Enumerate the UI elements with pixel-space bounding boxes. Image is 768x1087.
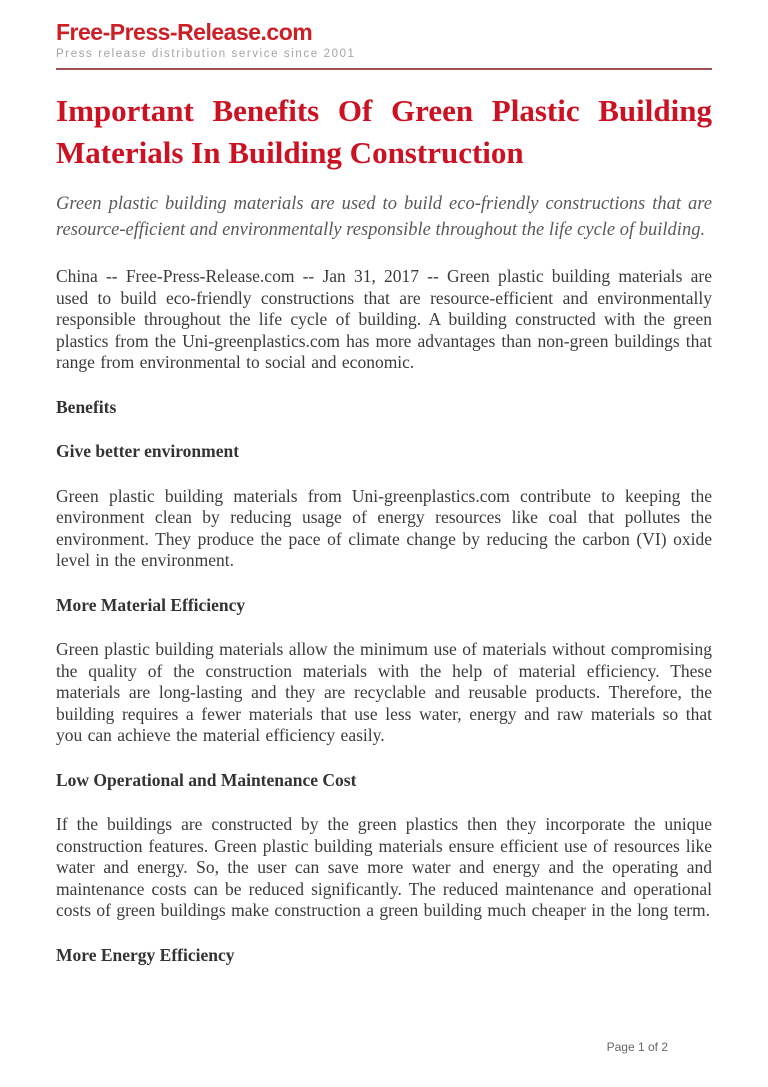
masthead-divider: [56, 68, 712, 70]
site-logo-text: Free-Press-Release.com: [56, 19, 313, 45]
section-paragraph-more-material-efficiency: Green plastic building materials allow the minimum use of materials without compromising the quality of the construction materials with the help of material efficiency. These materials are long-lasting and they are recyclable and reusable products. Therefore, the building requires a fewer materials that use less water, energy and raw materials so that you can achieve the material efficiency easily.: [56, 639, 712, 745]
intro-paragraph: China -- Free-Press-Release.com -- Jan 31, 2017 -- Green plastic building materials are used to build eco-friendly constructions that are resource-efficient and environmentally responsible throughout the life cycle of building. A building constructed with the green plastics from the Uni-greenplastics.com has more advantages than non-green buildings that range from environmental to social and economic.: [56, 266, 712, 372]
section-heading-more-material-efficiency: More Material Efficiency: [56, 594, 246, 615]
section-paragraph-give-better-environment: Green plastic building materials from Uni-greenplastics.com contribute to keeping the environment clean by reducing usage of energy resources like coal that pollutes the environment. They produce the pace of climate change by reducing the carbon (VI) oxide level in the environment.: [56, 485, 712, 570]
page-number: Page 1 of 2: [606, 1040, 668, 1054]
section-paragraph-low-operational-and-maintenance-cost: If the buildings are constructed by the green plastics then they incorporate the unique construction features. Green plastic building materials ensure efficient use of resources like water and energy. So, the user can save more water and energy and the operating and maintenance costs can be reduced significantly. The reduced maintenance and operational costs of green buildings make construction a green building much cheaper in the long term.: [56, 814, 712, 920]
section-heading-give-better-environment: Give better environment: [56, 441, 240, 461]
article-title: Important Benefits Of Green Plastic Building Materials In Building Construction: [56, 93, 712, 170]
site-tagline: Press release distribution service since 2001: [56, 48, 356, 60]
section-heading-more-energy-efficiency: More Energy Efficiency: [56, 944, 235, 965]
section-heading-benefits: Benefits: [56, 396, 117, 417]
masthead: [56, 20, 712, 70]
press-release-article: [56, 90, 712, 966]
article-subtitle: Green plastic building materials are used to build eco-friendly constructions that are resource-efficient and environmentally responsible throughout the life cycle of building.: [56, 194, 712, 240]
section-heading-low-operational-and-maintenance-cost: Low Operational and Maintenance Cost: [56, 769, 357, 790]
